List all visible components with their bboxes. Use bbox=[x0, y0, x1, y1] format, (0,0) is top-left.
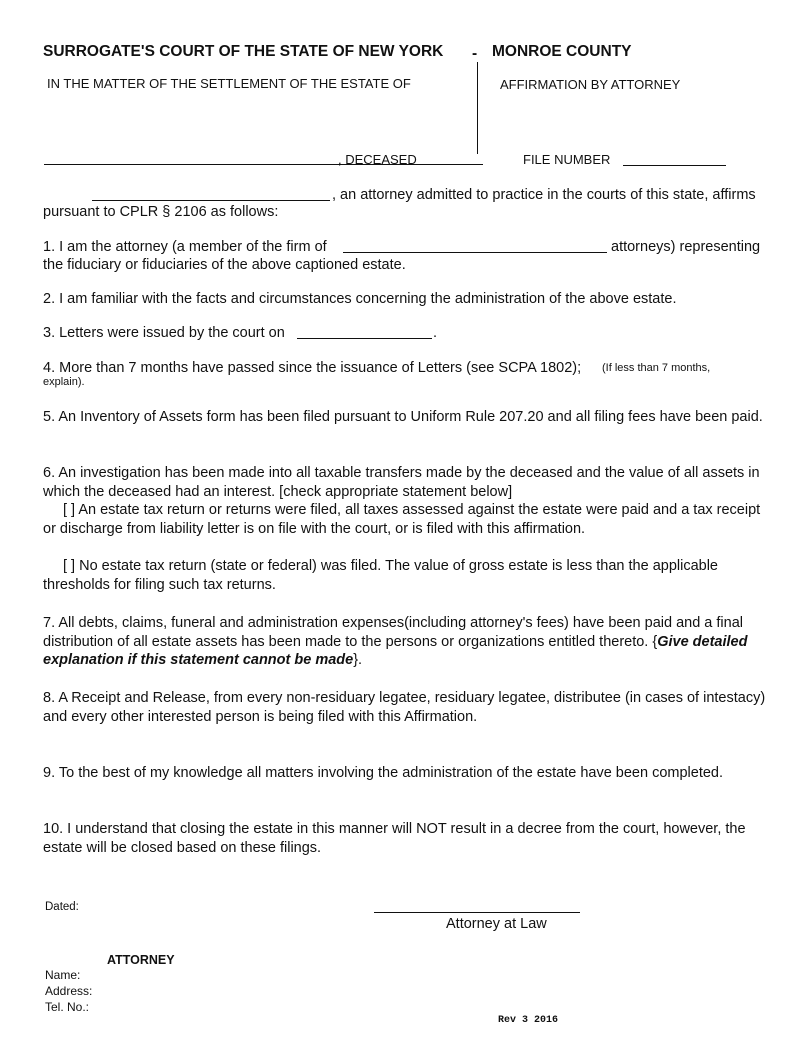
deceased-name-line bbox=[44, 164, 483, 165]
item-3-period: . bbox=[433, 325, 438, 341]
attorney-heading: ATTORNEY bbox=[107, 953, 175, 967]
attorney-address-label: Address: bbox=[45, 984, 93, 998]
court-title: SURROGATE'S COURT OF THE STATE OF NEW YORK bbox=[43, 43, 444, 60]
revision-label: Rev 3 2016 bbox=[498, 1015, 559, 1026]
item-7-emphasis: Give detailed explanation if this statement cannot be made bbox=[43, 633, 748, 668]
county-title: MONROE COUNTY bbox=[492, 43, 632, 60]
dated-label: Dated: bbox=[45, 901, 79, 913]
document-type: AFFIRMATION BY ATTORNEY bbox=[500, 77, 681, 92]
item-10-text: 10. I understand that closing the estate in this manner will NOT result in a decree from the court, however, the estate will be closed based on these filings. bbox=[43, 821, 746, 856]
file-number-label: FILE NUMBER bbox=[523, 152, 611, 167]
matter-caption: IN THE MATTER OF THE SETTLEMENT OF THE ESTATE OF bbox=[47, 76, 411, 91]
intro-text: , an attorney admitted to practice in the courts of this state, affirms bbox=[332, 187, 756, 203]
file-number-line bbox=[623, 165, 726, 166]
intro-text-cont: pursuant to CPLR § 2106 as follows: bbox=[43, 204, 279, 220]
item-7-close: }. bbox=[353, 652, 363, 668]
item-4-note: (If less than 7 months, bbox=[602, 362, 711, 374]
signature-caption: Attorney at Law bbox=[446, 916, 547, 932]
item-8-text: 8. A Receipt and Release, from every non-residuary legatee, residuary legatee, distributee (in cases of intestacy) and every other interested person is being filed with this Affirmation. bbox=[43, 690, 766, 725]
title-dash: - bbox=[472, 45, 478, 62]
item-6-option-2: [ ] No estate tax return (state or federal) was filed. The value of gross estate is less than the applicable thresholds for filing such tax returns. bbox=[43, 558, 718, 593]
deceased-label: , DECEASED bbox=[338, 152, 417, 167]
signature-line bbox=[374, 912, 580, 913]
item-7-paragraph bbox=[43, 614, 768, 670]
item-6-option-1: [ ] An estate tax return or returns were filed, all taxes assessed against the estate were paid and a tax receipt or discharge from liability letter is on file with the court, or is filed with this affirmation. bbox=[43, 502, 761, 537]
item-1-text: 1. I am the attorney (a member of the firm of bbox=[43, 239, 327, 255]
caption-divider bbox=[477, 62, 478, 154]
item-3-text: 3. Letters were issued by the court on bbox=[43, 325, 285, 341]
item-1-text-c: the fiduciary or fiduciaries of the above captioned estate. bbox=[43, 257, 406, 273]
attorney-name-label: Name: bbox=[45, 968, 81, 982]
firm-name-line bbox=[343, 252, 607, 253]
item-4-note-cont: explain). bbox=[43, 376, 85, 388]
attorney-tel-label: Tel. No.: bbox=[45, 1000, 90, 1014]
item-1-text-b: attorneys) representing bbox=[611, 239, 761, 255]
item-9-text: 9. To the best of my knowledge all matters involving the administration of the estate have been completed. bbox=[43, 765, 724, 781]
item-5-text: 5. An Inventory of Assets form has been filed pursuant to Uniform Rule 207.20 and all filing fees have been paid. bbox=[43, 409, 763, 425]
item-7-text: 7. All debts, claims, funeral and administration expenses(including attorney's fees) have been paid and a final distribution of all estate assets has been made to the persons or organizations entitled thereto. { bbox=[43, 615, 743, 650]
attorney-name-line bbox=[92, 200, 330, 201]
item-2-text: 2. I am familiar with the facts and circumstances concerning the administration of the above estate. bbox=[43, 291, 677, 307]
letters-date-line bbox=[297, 338, 432, 339]
item-4-text: 4. More than 7 months have passed since the issuance of Letters (see SCPA 1802); bbox=[43, 360, 582, 376]
item-6-text: 6. An investigation has been made into all taxable transfers made by the deceased and the value of all assets in which the deceased had an interest. [check appropriate statement below] bbox=[43, 465, 760, 500]
